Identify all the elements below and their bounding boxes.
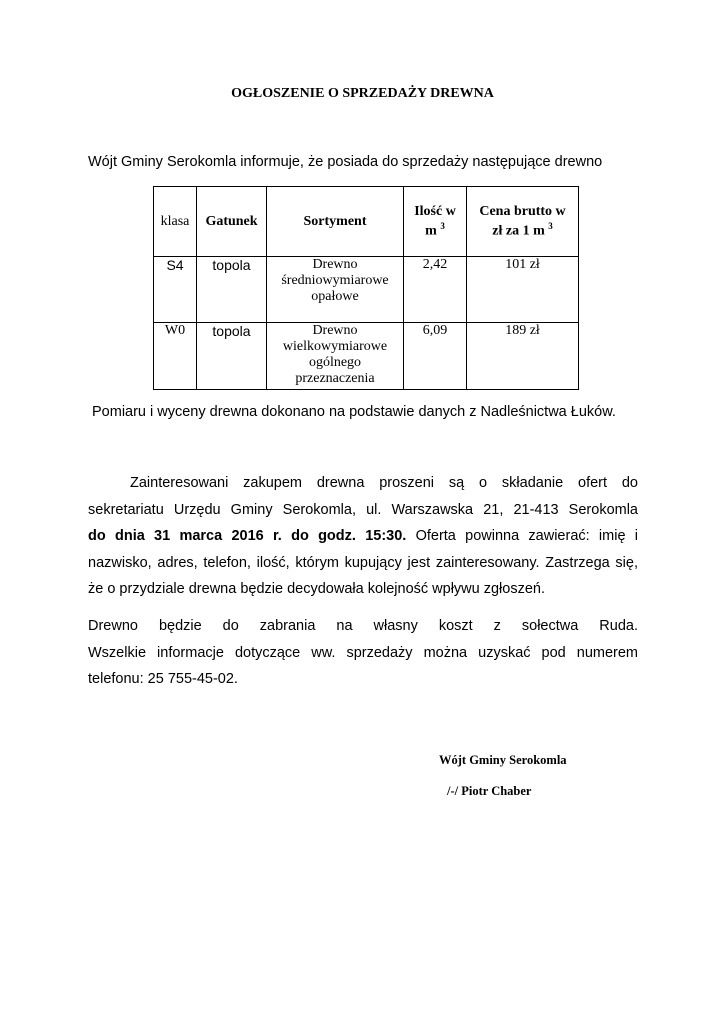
signature-role: Wójt Gminy Serokomla <box>439 753 567 767</box>
measurement-note: Pomiaru i wyceny drewna dokonano na podstawie danych z Nadleśnictwa Łuków. <box>92 404 616 420</box>
cell-gatunek: topola <box>197 323 267 390</box>
header-gatunek: Gatunek <box>197 187 267 257</box>
cell-sortyment-line: ogólnego <box>308 355 362 370</box>
paragraph-line: sekretariatu Urzędu Gminy Serokomla, ul. Warszawska 21, 21-413 Serokomla <box>88 501 638 518</box>
cell-sortyment-line: wielkowymiarowe <box>282 339 388 354</box>
table-row <box>154 323 579 390</box>
cell-sortyment-line: Drewno <box>312 323 358 338</box>
table-header-row <box>154 187 579 257</box>
cell-klasa: W0 <box>154 323 197 390</box>
header-cena-line2: zł za 1 m <box>492 223 545 239</box>
paragraph-line: telefonu: 25 755-45-02. <box>88 671 238 687</box>
header-cena-sup: 3 <box>548 221 553 232</box>
cell-ilosc: 2,42 <box>404 257 467 323</box>
paragraph-line: nazwisko, adres, telefon, ilość, którym kupujący jest zainteresowany. Zastrzega się, <box>88 554 638 571</box>
header-ilosc <box>404 187 467 257</box>
paragraph-line: Drewno będzie do zabrania na własny koszt z sołectwa Ruda. <box>88 618 638 634</box>
cell-klasa: S4 <box>154 257 197 323</box>
intro-text: Wójt Gminy Serokomla informuje, że posiada do sprzedaży następujące drewno <box>88 154 603 170</box>
paragraph-line: Wszelkie informacje dotyczące ww. sprzedaży można uzyskać pod numerem <box>88 644 638 661</box>
header-ilosc-sup: 3 <box>440 221 445 232</box>
cell-sortyment <box>267 323 404 390</box>
cell-cena: 101 zł <box>467 257 579 323</box>
wood-sale-table <box>153 186 579 390</box>
cell-sortyment-line: Drewno <box>312 257 358 272</box>
cell-sortyment-line: średniowymiarowe <box>281 273 389 288</box>
cell-sortyment-line: przeznaczenia <box>295 371 375 386</box>
paragraph-line: Zainteresowani zakupem drewna proszeni są o składanie ofert do <box>130 475 638 491</box>
header-sortyment: Sortyment <box>267 187 404 257</box>
cell-sortyment <box>267 257 404 323</box>
header-ilosc-line2: m <box>425 223 437 239</box>
header-ilosc-line1: Ilość w <box>414 204 456 220</box>
cell-sortyment-line: opałowe <box>311 289 359 304</box>
pickup-paragraph <box>88 613 638 693</box>
cell-ilosc: 6,09 <box>404 323 467 390</box>
table-row <box>154 257 579 323</box>
paragraph-line: że o przydziale drewna będzie decydowała kolejność wpływu zgłoszeń. <box>88 581 545 597</box>
offer-paragraph <box>88 470 638 603</box>
cell-cena: 189 zł <box>467 323 579 390</box>
cell-gatunek: topola <box>197 257 267 323</box>
document-title: OGŁOSZENIE O SPRZEDAŻY DREWNA <box>231 86 494 101</box>
deadline-text: do dnia 31 marca 2016 r. do godz. 15:30. <box>88 528 407 544</box>
paragraph-line <box>88 523 638 550</box>
signature-name: /-/ Piotr Chaber <box>447 784 532 798</box>
header-cena-line1: Cena brutto w <box>479 204 566 220</box>
paragraph-line-rest: Oferta powinna zawierać: imię i <box>406 528 638 544</box>
header-cena <box>467 187 579 257</box>
header-klasa: klasa <box>154 187 197 257</box>
